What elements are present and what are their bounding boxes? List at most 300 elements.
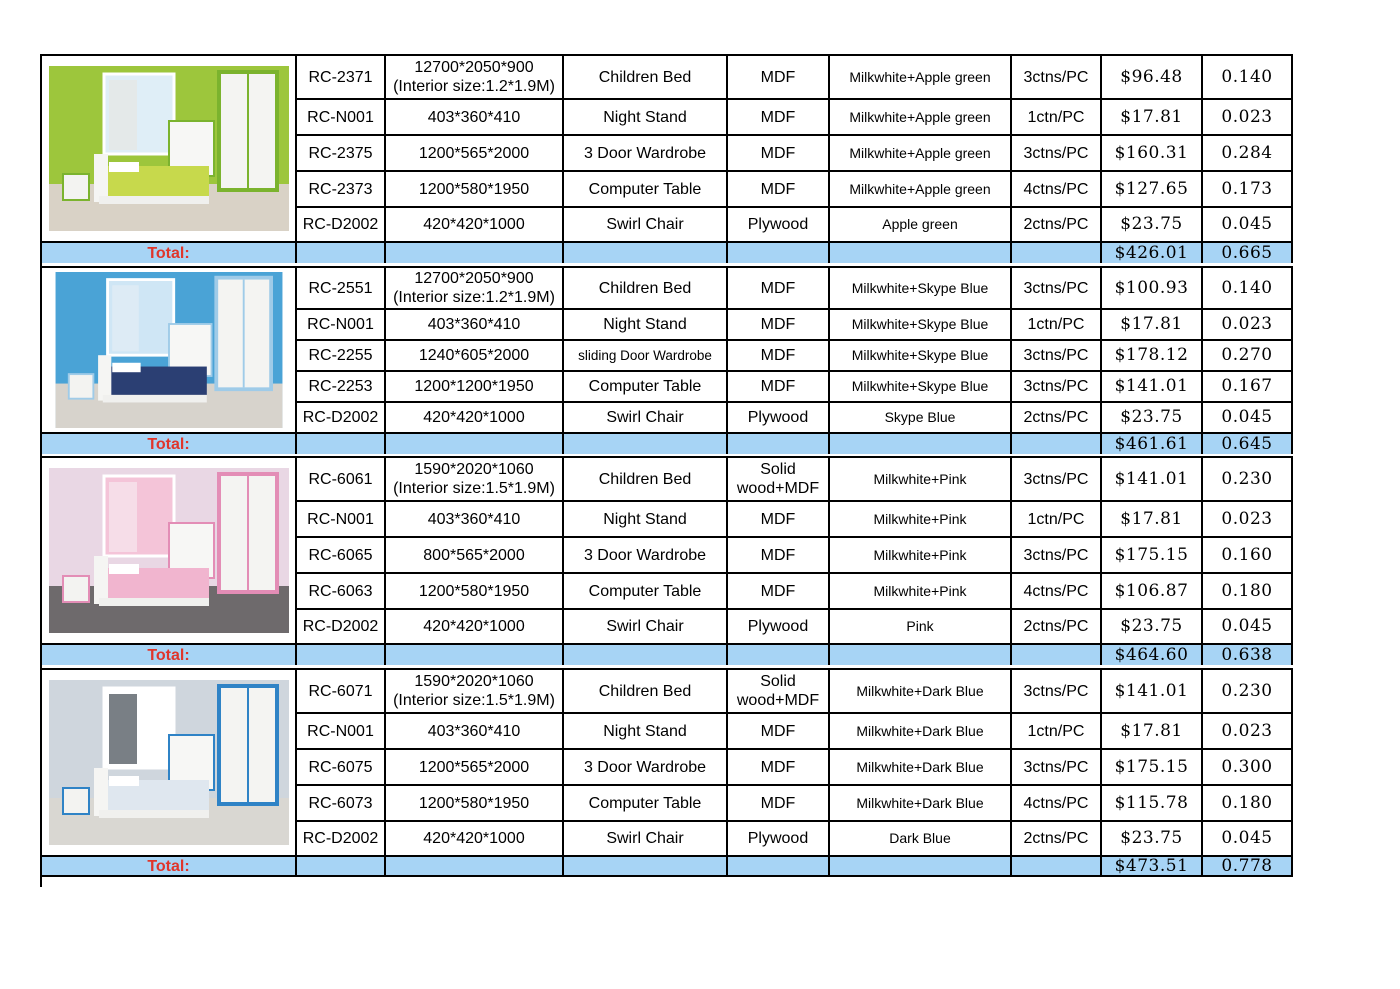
total-blank-cell	[830, 855, 1012, 877]
total-volume-text: 0.778	[1221, 855, 1273, 876]
item-material	[728, 206, 830, 241]
product-group	[40, 54, 1292, 266]
total-label	[42, 855, 297, 877]
material-text: MDF	[760, 279, 796, 297]
item-volume	[1203, 572, 1293, 608]
size-text: 420*420*1000	[423, 216, 525, 233]
item-name-text: 3 Door Wardrobe	[583, 144, 707, 162]
item-color	[830, 339, 1012, 370]
item-name	[564, 170, 728, 206]
total-volume-text: 0.665	[1221, 242, 1273, 263]
product-group	[40, 668, 1292, 887]
item-code-text: RC-2255	[308, 347, 373, 364]
material-text: MDF	[760, 108, 796, 126]
item-code	[297, 98, 386, 134]
item-packing	[1012, 668, 1102, 712]
item-price	[1102, 170, 1203, 206]
item-price	[1102, 370, 1203, 401]
room-photo	[49, 60, 289, 237]
item-packing	[1012, 308, 1102, 339]
item-packing	[1012, 748, 1102, 784]
item-size	[386, 784, 564, 820]
item-name-text: Swirl Chair	[606, 618, 684, 635]
item-name-text: Computer Table	[588, 582, 702, 600]
total-label	[42, 643, 297, 665]
item-name	[564, 608, 728, 643]
item-packing	[1012, 170, 1102, 206]
item-name-text: Night Stand	[603, 722, 687, 740]
item-material	[728, 308, 830, 339]
item-name	[564, 500, 728, 536]
item-code-text: RC-6061	[308, 470, 373, 488]
color-text: Milkwhite+Dark Blue	[856, 758, 984, 775]
item-price	[1102, 54, 1203, 98]
interior-size-text: (Interior size:1.2*1.9M)	[393, 78, 555, 95]
item-packing	[1012, 134, 1102, 170]
item-material	[728, 339, 830, 370]
total-label-text: Total:	[147, 646, 190, 664]
item-packing	[1012, 206, 1102, 241]
group-table	[40, 54, 1292, 266]
price-text: $17.81	[1120, 720, 1183, 741]
item-name	[564, 370, 728, 401]
item-name-text: Night Stand	[603, 108, 687, 126]
room-photo	[49, 674, 289, 851]
total-blank-cell	[1012, 432, 1102, 454]
item-size	[386, 712, 564, 748]
item-code-text: RC-6075	[308, 758, 373, 776]
product-group	[40, 266, 1292, 456]
item-price	[1102, 266, 1203, 308]
price-text: $178.12	[1114, 345, 1189, 365]
color-text: Milkwhite+Apple green	[849, 108, 991, 125]
item-material	[728, 370, 830, 401]
item-material	[728, 500, 830, 536]
item-material	[728, 134, 830, 170]
material-text-2: wood+MDF	[736, 692, 820, 709]
item-size	[386, 456, 564, 500]
color-text: Milkwhite+Pink	[873, 470, 967, 487]
item-name	[564, 134, 728, 170]
item-code-text: RC-D2002	[302, 618, 379, 635]
color-text: Milkwhite+Dark Blue	[856, 682, 984, 699]
total-volume	[1203, 855, 1293, 877]
item-name-text: 3 Door Wardrobe	[583, 758, 707, 776]
total-blank-cell	[728, 855, 830, 877]
material-text: MDF	[760, 68, 796, 86]
size-text: 1590*2020*1060	[414, 461, 534, 478]
material-text: MDF	[760, 546, 796, 564]
item-name-text: Computer Table	[588, 180, 702, 198]
item-volume	[1203, 784, 1293, 820]
item-code-text: RC-2375	[308, 144, 373, 162]
item-size	[386, 134, 564, 170]
packing-text: 2ctns/PC	[1023, 409, 1089, 426]
item-packing	[1012, 500, 1102, 536]
item-volume	[1203, 456, 1293, 500]
color-text: Dark Blue	[889, 830, 951, 846]
price-text: $115.78	[1114, 792, 1189, 813]
item-volume	[1203, 712, 1293, 748]
volume-text: 0.045	[1221, 616, 1273, 636]
total-blank-cell	[386, 432, 564, 454]
volume-text: 0.023	[1221, 508, 1273, 529]
item-color	[830, 748, 1012, 784]
item-name-text: 3 Door Wardrobe	[583, 546, 707, 564]
total-volume-text: 0.645	[1221, 433, 1273, 454]
total-blank-cell	[830, 432, 1012, 454]
item-name-text: Night Stand	[603, 316, 687, 333]
item-volume	[1203, 370, 1293, 401]
packing-text: 3ctns/PC	[1023, 378, 1089, 395]
total-label	[42, 432, 297, 454]
item-material	[728, 748, 830, 784]
item-size	[386, 608, 564, 643]
material-text: Plywood	[747, 216, 809, 233]
item-color	[830, 784, 1012, 820]
item-price	[1102, 401, 1203, 432]
size-text: 1590*2020*1060	[414, 673, 534, 690]
price-text: $141.01	[1114, 376, 1189, 396]
item-volume	[1203, 500, 1293, 536]
price-text: $141.01	[1114, 468, 1189, 489]
item-code	[297, 206, 386, 241]
color-text: Milkwhite+Apple green	[849, 68, 991, 85]
size-text: 1200*565*2000	[418, 758, 530, 776]
interior-size-text: (Interior size:1.2*1.9M)	[393, 289, 555, 306]
item-material	[728, 668, 830, 712]
volume-text: 0.180	[1221, 792, 1273, 813]
total-label-text: Total:	[147, 244, 190, 262]
item-size	[386, 500, 564, 536]
item-price	[1102, 572, 1203, 608]
item-packing	[1012, 536, 1102, 572]
item-packing	[1012, 98, 1102, 134]
room-photo-cell	[42, 54, 297, 241]
color-text: Milkwhite+Pink	[873, 582, 967, 599]
item-material	[728, 54, 830, 98]
volume-text: 0.167	[1221, 376, 1273, 396]
material-text: MDF	[760, 510, 796, 528]
group-table	[40, 456, 1292, 668]
item-code	[297, 266, 386, 308]
item-code-text: RC-D2002	[302, 409, 379, 426]
item-material	[728, 456, 830, 500]
item-color	[830, 54, 1012, 98]
size-text: 1200*1200*1950	[414, 378, 534, 395]
item-material	[728, 572, 830, 608]
total-blank-cell	[728, 432, 830, 454]
item-code-text: RC-2373	[308, 180, 373, 198]
total-blank-cell	[728, 241, 830, 263]
size-text: 403*360*410	[427, 722, 521, 740]
total-blank-cell	[297, 432, 386, 454]
item-name-text: Swirl Chair	[606, 830, 684, 847]
item-name-text: Computer Table	[588, 378, 702, 395]
price-text: $160.31	[1114, 142, 1189, 163]
size-text: 1200*565*2000	[418, 144, 530, 162]
item-volume	[1203, 266, 1293, 308]
total-label	[42, 241, 297, 263]
packing-text: 3ctns/PC	[1023, 347, 1089, 364]
item-name	[564, 668, 728, 712]
group-table	[40, 266, 1292, 456]
item-price	[1102, 712, 1203, 748]
volume-text: 0.023	[1221, 106, 1273, 127]
item-code	[297, 339, 386, 370]
item-volume	[1203, 608, 1293, 643]
color-text: Milkwhite+Skype Blue	[851, 378, 989, 394]
packing-text: 4ctns/PC	[1023, 794, 1089, 812]
total-blank-cell	[1012, 241, 1102, 263]
volume-text: 0.180	[1221, 580, 1273, 601]
interior-size-text: (Interior size:1.5*1.9M)	[393, 692, 555, 709]
total-blank-cell	[1012, 643, 1102, 665]
item-code-text: RC-2551	[308, 279, 373, 297]
item-code	[297, 456, 386, 500]
item-volume	[1203, 170, 1293, 206]
item-size	[386, 170, 564, 206]
volume-text: 0.140	[1221, 66, 1273, 87]
item-code	[297, 668, 386, 712]
total-blank-cell	[564, 643, 728, 665]
total-price	[1102, 643, 1203, 665]
item-size	[386, 266, 564, 308]
volume-text: 0.140	[1221, 277, 1273, 298]
item-code	[297, 401, 386, 432]
item-code	[297, 820, 386, 855]
packing-text: 4ctns/PC	[1023, 180, 1089, 198]
item-material	[728, 536, 830, 572]
item-packing	[1012, 784, 1102, 820]
item-size	[386, 401, 564, 432]
total-blank-cell	[728, 643, 830, 665]
material-text: Solid	[760, 461, 796, 478]
item-size	[386, 820, 564, 855]
item-price	[1102, 134, 1203, 170]
price-text: $175.15	[1114, 756, 1189, 777]
item-color	[830, 134, 1012, 170]
item-volume	[1203, 536, 1293, 572]
packing-text: 3ctns/PC	[1023, 279, 1089, 297]
packing-text: 3ctns/PC	[1023, 758, 1089, 776]
total-blank-cell	[564, 241, 728, 263]
color-text: Milkwhite+Skype Blue	[851, 279, 989, 296]
item-code	[297, 712, 386, 748]
packing-text: 1ctn/PC	[1027, 316, 1085, 333]
price-text: $127.65	[1114, 178, 1189, 199]
item-color	[830, 572, 1012, 608]
material-text: MDF	[760, 722, 796, 740]
item-color	[830, 308, 1012, 339]
item-volume	[1203, 401, 1293, 432]
color-text: Apple green	[882, 216, 958, 232]
item-price	[1102, 98, 1203, 134]
color-text: Milkwhite+Apple green	[849, 180, 991, 197]
packing-text: 1ctn/PC	[1027, 510, 1085, 528]
volume-text: 0.045	[1221, 407, 1273, 427]
price-text: $106.87	[1114, 580, 1189, 601]
price-text: $17.81	[1120, 314, 1183, 334]
color-text: Milkwhite+Skype Blue	[851, 316, 989, 332]
total-blank-cell	[1012, 855, 1102, 877]
packing-text: 3ctns/PC	[1023, 470, 1089, 488]
item-price	[1102, 456, 1203, 500]
item-name	[564, 98, 728, 134]
item-material	[728, 266, 830, 308]
item-code	[297, 370, 386, 401]
item-name-text: Night Stand	[603, 510, 687, 528]
total-blank-cell	[297, 855, 386, 877]
material-text: Plywood	[747, 409, 809, 426]
item-price	[1102, 206, 1203, 241]
item-packing	[1012, 608, 1102, 643]
item-volume	[1203, 54, 1293, 98]
total-price	[1102, 241, 1203, 263]
item-packing	[1012, 456, 1102, 500]
item-name-text: Children Bed	[598, 682, 692, 700]
item-code-text: RC-N001	[307, 510, 374, 528]
packing-text: 4ctns/PC	[1023, 582, 1089, 600]
item-color	[830, 98, 1012, 134]
size-text: 1200*580*1950	[418, 582, 530, 600]
item-size	[386, 748, 564, 784]
room-photo-cell	[42, 266, 297, 432]
item-packing	[1012, 712, 1102, 748]
total-volume	[1203, 432, 1293, 454]
material-text: MDF	[760, 316, 796, 333]
color-text: Skype Blue	[884, 409, 956, 425]
item-price	[1102, 308, 1203, 339]
total-volume-text: 0.638	[1221, 644, 1273, 665]
product-group	[40, 456, 1292, 668]
item-color	[830, 370, 1012, 401]
item-color	[830, 266, 1012, 308]
price-text: $17.81	[1120, 106, 1183, 127]
item-code-text: RC-6071	[308, 682, 373, 700]
price-text: $96.48	[1120, 66, 1183, 87]
material-text: MDF	[760, 144, 796, 162]
interior-size-text: (Interior size:1.5*1.9M)	[393, 480, 555, 497]
material-text: Plywood	[747, 830, 809, 847]
item-packing	[1012, 572, 1102, 608]
item-name	[564, 712, 728, 748]
item-name-text: Children Bed	[598, 470, 692, 488]
total-price	[1102, 855, 1203, 877]
item-code-text: RC-2371	[308, 68, 373, 86]
item-code	[297, 308, 386, 339]
size-text: 1240*605*2000	[418, 347, 530, 364]
total-price-text: $461.61	[1114, 433, 1189, 454]
item-size	[386, 206, 564, 241]
item-name-text: sliding Door Wardrobe	[578, 348, 712, 363]
item-material	[728, 820, 830, 855]
item-size	[386, 572, 564, 608]
item-volume	[1203, 748, 1293, 784]
item-volume	[1203, 820, 1293, 855]
item-material	[728, 170, 830, 206]
volume-text: 0.284	[1221, 142, 1273, 163]
size-text: 420*420*1000	[423, 830, 525, 847]
price-text: $100.93	[1114, 277, 1189, 298]
size-text: 420*420*1000	[423, 409, 525, 426]
item-name	[564, 206, 728, 241]
item-packing	[1012, 820, 1102, 855]
color-text: Milkwhite+Dark Blue	[856, 794, 984, 811]
volume-text: 0.045	[1221, 214, 1273, 234]
price-text: $175.15	[1114, 544, 1189, 565]
item-color	[830, 500, 1012, 536]
material-text: MDF	[760, 582, 796, 600]
color-text: Milkwhite+Apple green	[849, 144, 991, 161]
item-color	[830, 608, 1012, 643]
size-text: 12700*2050*900	[414, 59, 534, 76]
total-volume	[1203, 241, 1293, 263]
group-table	[40, 668, 1292, 887]
item-color	[830, 401, 1012, 432]
item-color	[830, 456, 1012, 500]
total-blank-cell	[386, 855, 564, 877]
item-price	[1102, 748, 1203, 784]
color-text: Pink	[906, 618, 934, 634]
item-code-text: RC-2253	[308, 378, 373, 395]
item-code	[297, 500, 386, 536]
price-text: $23.75	[1120, 828, 1183, 848]
total-blank-cell	[830, 643, 1012, 665]
item-name	[564, 748, 728, 784]
total-blank-cell	[830, 241, 1012, 263]
price-text: $141.01	[1114, 680, 1189, 701]
total-blank-cell	[297, 643, 386, 665]
item-color	[830, 536, 1012, 572]
item-size	[386, 536, 564, 572]
item-size	[386, 54, 564, 98]
price-sheet	[40, 54, 1292, 887]
item-material	[728, 98, 830, 134]
item-color	[830, 712, 1012, 748]
item-size	[386, 98, 564, 134]
price-text: $17.81	[1120, 508, 1183, 529]
item-name	[564, 456, 728, 500]
item-code-text: RC-6063	[308, 582, 373, 600]
item-name-text: Children Bed	[598, 68, 692, 86]
item-price	[1102, 339, 1203, 370]
item-color	[830, 170, 1012, 206]
packing-text: 3ctns/PC	[1023, 144, 1089, 162]
item-price	[1102, 784, 1203, 820]
color-text: Milkwhite+Dark Blue	[856, 722, 984, 739]
item-size	[386, 370, 564, 401]
item-name	[564, 54, 728, 98]
material-text: MDF	[760, 378, 796, 395]
price-text: $23.75	[1120, 214, 1183, 234]
item-name	[564, 820, 728, 855]
item-price	[1102, 500, 1203, 536]
item-color	[830, 820, 1012, 855]
size-text: 420*420*1000	[423, 618, 525, 635]
size-text: 403*360*410	[427, 510, 521, 528]
item-color	[830, 206, 1012, 241]
volume-text: 0.160	[1221, 544, 1273, 565]
packing-text: 1ctn/PC	[1027, 722, 1085, 740]
item-material	[728, 784, 830, 820]
volume-text: 0.230	[1221, 680, 1273, 701]
packing-text: 2ctns/PC	[1023, 830, 1089, 847]
total-blank-cell	[386, 643, 564, 665]
material-text: Solid	[760, 673, 796, 690]
material-text: MDF	[760, 794, 796, 812]
total-price-text: $426.01	[1114, 242, 1189, 263]
